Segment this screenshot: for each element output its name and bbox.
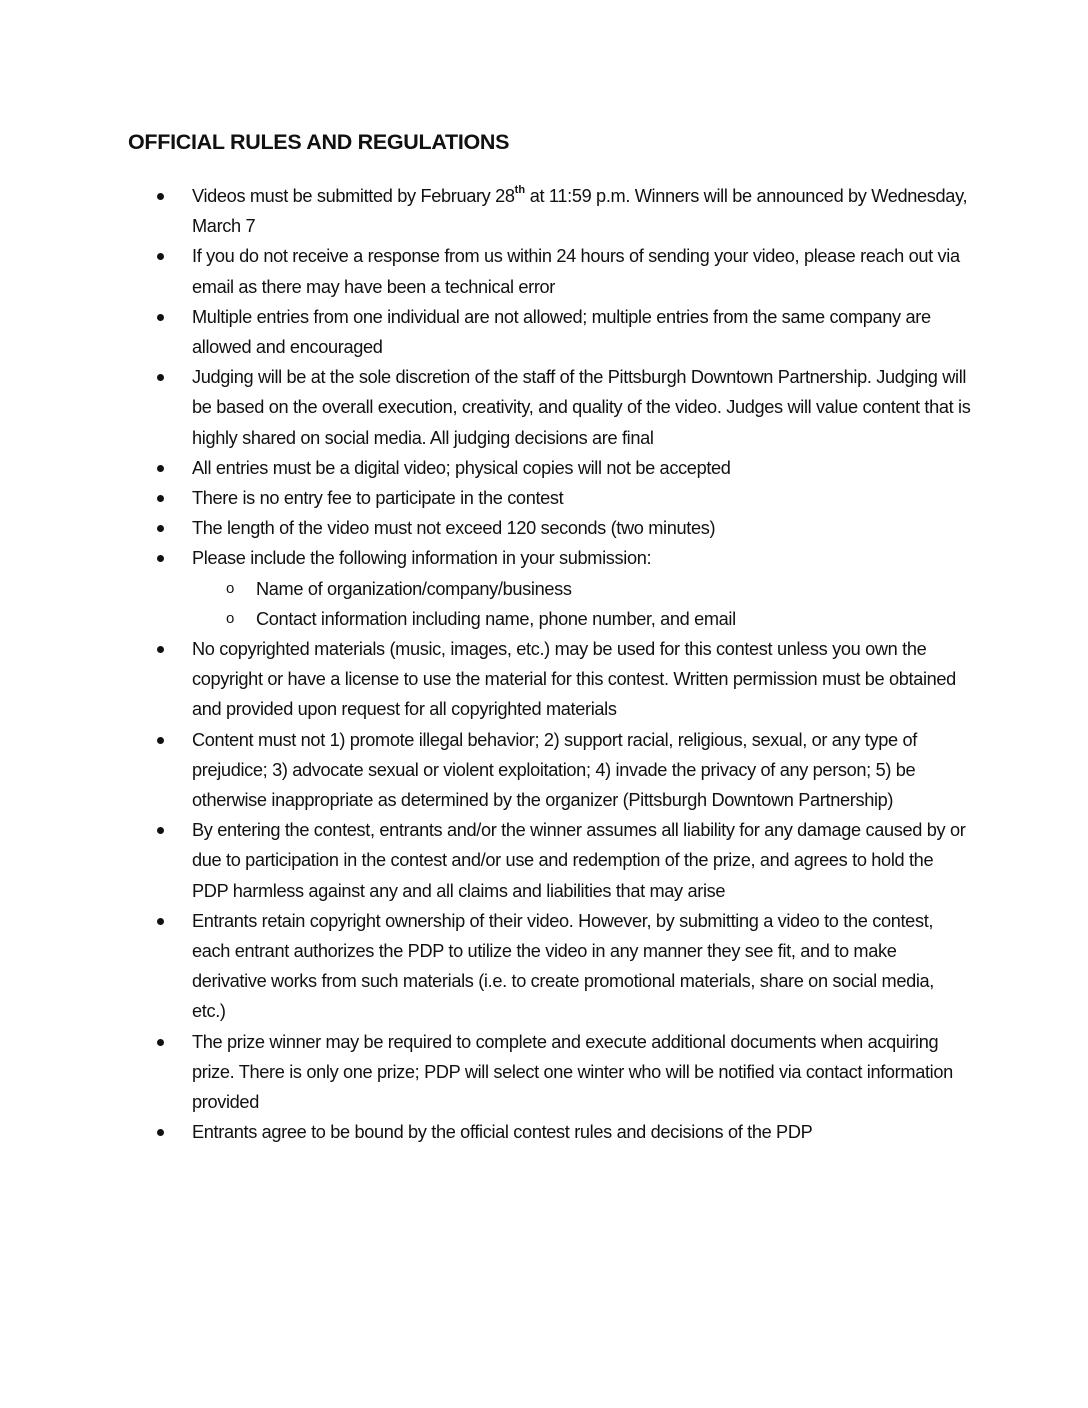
bullet-icon	[157, 253, 164, 260]
rule-item	[0, 725, 972, 816]
bullet-icon	[157, 555, 164, 562]
bullet-icon	[157, 525, 164, 532]
rule-text: Entrants agree to be bound by the official contest rules and decisions of the PDP	[192, 1122, 813, 1143]
rule-text: There is no entry fee to participate in the contest	[192, 488, 564, 509]
circle-bullet-icon: o	[226, 609, 234, 627]
bullet-icon	[157, 827, 164, 834]
rule-text: Judging will be at the sole discretion of the staff of the Pittsburgh Downtown Partnership. Judging will be based on the overall execution, creativity, and quality of the video. Judges will value content that is highly shared on social media. All judging decisions are final	[192, 367, 971, 448]
rule-text: No copyrighted materials (music, images, etc.) may be used for this contest unless you own the copyright or have a license to use the material for this contest. Written permission must be obtained and provided upon request for all copyrighted materials	[192, 639, 956, 720]
rule-item	[0, 302, 972, 362]
bullet-icon	[157, 918, 164, 925]
rule-item	[0, 1117, 972, 1147]
bullet-icon	[157, 1039, 164, 1046]
rule-text: The prize winner may be required to complete and execute additional documents when acquiring prize. There is only one prize; PDP will select one winter who will be notified via contact information provided	[192, 1031, 953, 1113]
rule-text: Please include the following information in your submission:	[192, 548, 652, 569]
rule-item	[0, 1027, 972, 1118]
bullet-icon	[157, 737, 164, 744]
rule-text: Content must not 1) promote illegal behavior; 2) support racial, religious, sexual, or any type of prejudice; 3) advocate sexual or violent exploitation; 4) invade the privacy of any person; 5) be otherwise inappropriate as determined by the organizer (Pittsburgh Downtown Partnership)	[192, 729, 917, 811]
rule-text: Entrants retain copyright ownership of their video. However, by submitting a video to the contest, each entrant authorizes the PDP to utilize the video in any manner they see fit, and to make derivative works from such materials (i.e. to create promotional materials, share on social media, etc.)	[192, 910, 935, 1022]
document-title: OFFICIAL RULES AND REGULATIONS	[128, 130, 510, 154]
rule-item	[0, 453, 972, 483]
submission-info-list	[192, 574, 972, 634]
rule-item	[0, 543, 972, 634]
submission-info-item: o Name of organization/company/business	[192, 574, 972, 604]
rule-item	[0, 181, 972, 241]
rule-text: Multiple entries from one individual are not allowed; multiple entries from the same company are allowed and encouraged	[192, 306, 931, 358]
ordinal-suffix: th	[514, 184, 526, 196]
bullet-icon	[157, 374, 164, 381]
rule-text: If you do not receive a response from us within 24 hours of sending your video, please reach out via email as there may have been a technical error	[192, 246, 960, 297]
rule-item	[0, 906, 972, 1027]
circle-bullet-icon: o	[226, 579, 234, 597]
bullet-icon	[157, 646, 164, 653]
rule-text: The length of the video must not exceed 120 seconds (two minutes)	[192, 518, 716, 539]
bullet-icon	[157, 193, 164, 200]
bullet-icon	[157, 495, 164, 502]
rule-text: By entering the contest, entrants and/or the winner assumes all liability for any damage caused by or due to participation in the contest and/or use and redemption of the prize, and agrees to hold the PDP harmless against any and all claims and liabilities that may arise	[192, 820, 966, 901]
bullet-icon	[157, 465, 164, 472]
rule-item	[0, 241, 972, 301]
rule-item	[0, 513, 972, 543]
bullet-icon	[157, 1129, 164, 1136]
rule-item	[0, 815, 972, 906]
rule-item	[0, 362, 972, 453]
rule-item	[0, 483, 972, 513]
rule-item	[0, 634, 972, 725]
submission-info-item: o Contact information including name, phone number, and email	[192, 604, 972, 634]
bullet-icon	[157, 314, 164, 321]
rule-text: All entries must be a digital video; physical copies will not be accepted	[192, 457, 731, 478]
rules-list	[0, 181, 1088, 1148]
rule-text: Videos must be submitted by February 28th at 11:59 p.m. Winners will be announced by Wednesday, March 7	[192, 184, 968, 237]
